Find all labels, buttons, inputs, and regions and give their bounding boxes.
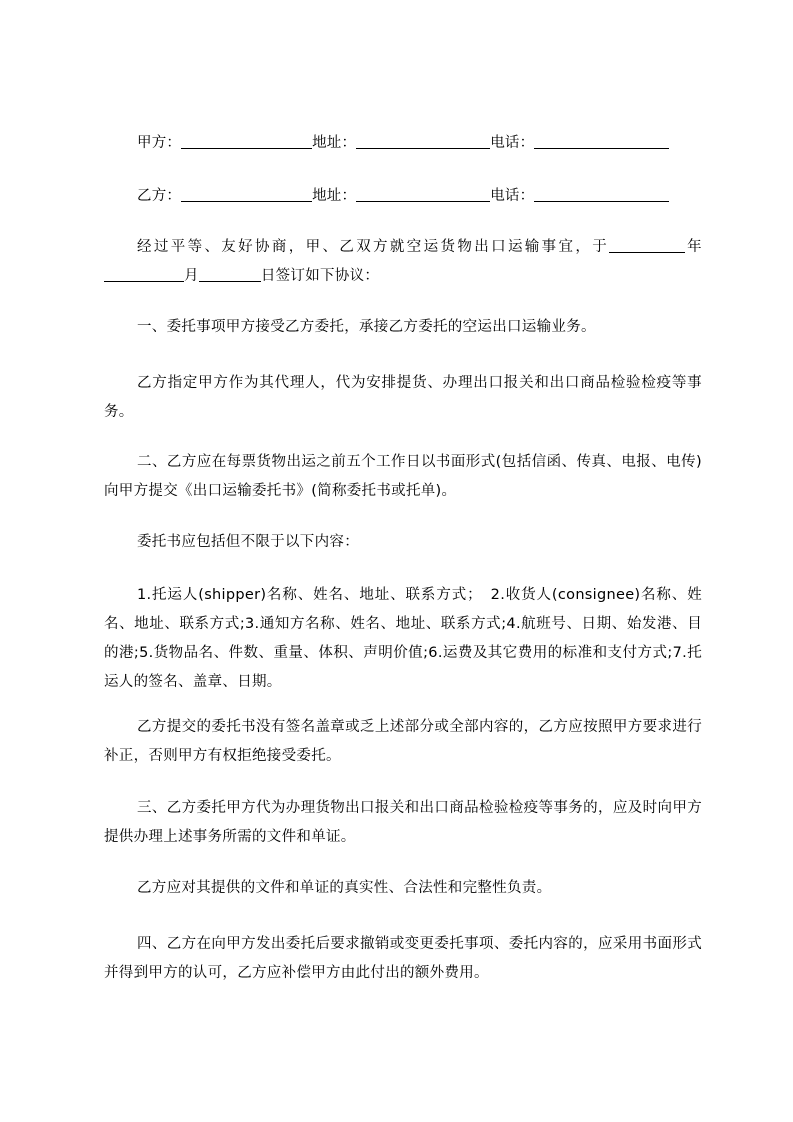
party-b-name-blank (181, 187, 312, 202)
clause-2-correction: 乙方提交的委托书没有签名盖章或乏上述部分或全部内容的，乙方应按照甲方要求进行补正，否则甲方有权拒绝接受委托。 (104, 719, 702, 764)
party-a-label: 甲方： (137, 135, 182, 151)
clause-2-contents-list: 1.托运人(shipper)名称、姓名、地址、联系方式； 2.收货人(consignee)名称、姓名、地址、联系方式;3.通知方名称、姓名、地址、联系方式;4.航班号、日期、始发港、目的港;5.货物品名、件数、重量、体积、声明价值;6.运费及其它费用的标准和支付方式;7.托运人的签名、盖章、日期。 (104, 587, 702, 690)
intro-month-blank (104, 267, 184, 282)
clause-3: 三、乙方委托甲方代为办理货物出口报关和出口商品检验检疫等事务的，应及时向甲方提供办理上述事务所需的文件和单证。 (104, 800, 702, 845)
intro-year-blank (609, 238, 685, 253)
party-a-phone-label: 电话： (490, 135, 535, 151)
party-b-phone-blank (534, 187, 669, 202)
intro-day-blank (199, 267, 261, 282)
clause-3-responsibility: 乙方应对其提供的文件和单证的真实性、合法性和完整性负责。 (137, 880, 552, 896)
clause-2: 二、乙方应在每票货物出运之前五个工作日以书面形式(包括信函、传真、电报、电传)向甲方提交《出口运输委托书》(简称委托书或托单)。 (104, 454, 702, 499)
party-b-line (137, 184, 669, 205)
intro-paragraph (104, 233, 702, 291)
clause-1-agent: 乙方指定甲方作为其代理人，代为安排提货、办理出口报关和出口商品检验检疫等事务。 (104, 375, 702, 420)
intro-text: 经过平等、友好协商，甲、乙双方就空运货物出口运输事宜，于 (137, 239, 610, 255)
party-b-address-blank (356, 187, 490, 202)
party-b-phone-label: 电话： (490, 188, 535, 204)
intro-month-label: 月 (184, 268, 199, 284)
intro-day-rest: 日签订如下协议： (260, 268, 380, 284)
party-a-address-blank (356, 134, 490, 149)
party-a-line (137, 131, 669, 152)
clause-4: 四、乙方在向甲方发出委托后要求撤销或变更委托事项、委托内容的，应采用书面形式并得到甲方的认可，乙方应补偿甲方由此付出的额外费用。 (104, 936, 702, 981)
party-b-address-label: 地址： (312, 188, 357, 204)
clause-1: 一、委托事项甲方接受乙方委托，承接乙方委托的空运出口运输业务。 (137, 319, 596, 335)
clause-2-contents-intro: 委托书应包括但不限于以下内容： (137, 534, 359, 550)
party-a-address-label: 地址： (312, 135, 357, 151)
party-a-name-blank (181, 134, 312, 149)
party-a-phone-blank (534, 134, 669, 149)
party-b-label: 乙方： (137, 188, 182, 204)
intro-year-label: 年 (685, 239, 702, 255)
